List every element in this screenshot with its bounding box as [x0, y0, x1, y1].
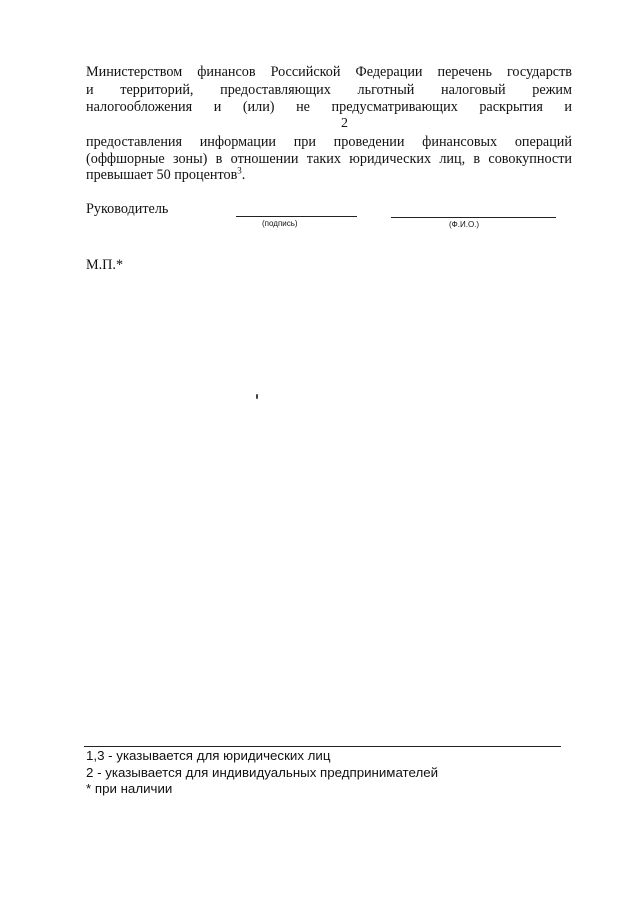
body-line-1: Министерством финансов Российской Федерации перечень государств: [86, 64, 572, 80]
footnote-1: 1,3 - указывается для юридических лиц: [86, 748, 331, 763]
body-line-6-end: .: [241, 167, 246, 183]
body-line-6-text: превышает 50 процентов: [86, 167, 238, 183]
footnote-2: 2 - указывается для индивидуальных предпринимателей: [86, 765, 439, 780]
signature-line: [236, 216, 357, 217]
body-line-6: [86, 167, 245, 183]
name-caption: (Ф.И.О.): [449, 220, 480, 229]
body-line-3: налогообложения и (или) не предусматривающих раскрытия и: [86, 99, 572, 115]
signature-label: Руководитель: [86, 201, 169, 217]
stamp-label: М.П.*: [86, 257, 124, 273]
body-line-2: и территорий, предоставляющих льготный налоговый режим: [86, 82, 572, 98]
page-number: 2: [341, 116, 348, 131]
footnote-3: * при наличии: [86, 781, 173, 796]
body-line-5: (оффшорные зоны) в отношении таких юридических лиц, в совокупности: [86, 151, 572, 167]
footnote-marker: 3: [237, 165, 242, 176]
name-line: [391, 217, 556, 218]
body-line-4: предоставления информации при проведении финансовых операций: [86, 134, 572, 150]
scan-speck: [256, 394, 258, 399]
footnote-separator: [84, 746, 561, 747]
signature-caption: (подпись): [262, 219, 298, 228]
